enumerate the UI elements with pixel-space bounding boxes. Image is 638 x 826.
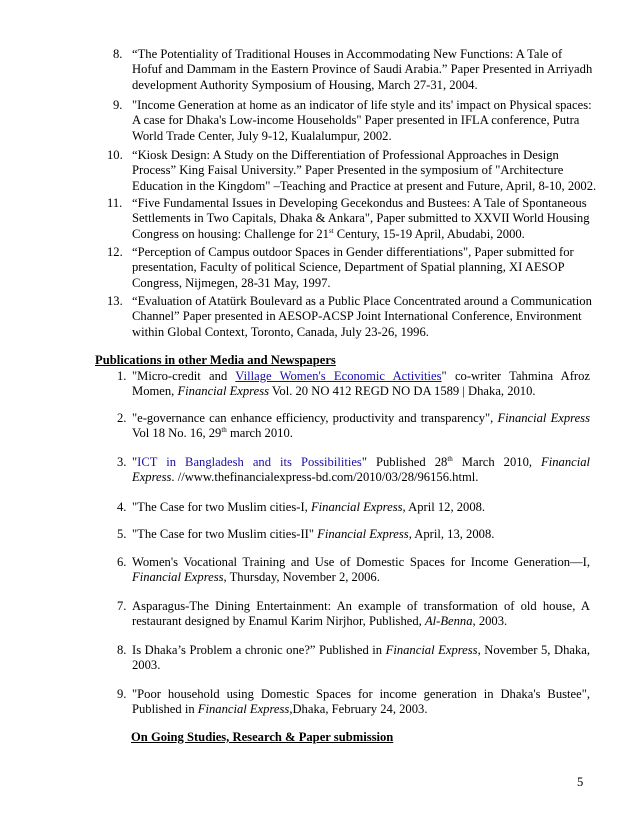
media-text-line: Express. //www.thefinancialexpress-bd.com/2010/03/28/96156.html. <box>132 470 479 485</box>
paper-text-line: development Authority Symposium of Housing, March 27-31, 2004. <box>132 77 478 92</box>
item-number: 12. <box>107 245 123 259</box>
item-number: 6. <box>117 555 127 569</box>
paper-text-line: World Trade Center, July 9-12, Kualalumpur, 2002. <box>132 128 392 143</box>
item-number: 5. <box>117 527 127 541</box>
media-text-line: Is Dhaka’s Problem a chronic one?” Published in Financial Express, November 5, Dhaka, <box>132 643 590 657</box>
paper-text-line: “The Potentiality of Traditional Houses in Accommodating New Functions: A Tale of <box>132 47 563 61</box>
item-number: 11. <box>107 196 123 210</box>
media-text-line: Financial Express, Thursday, November 2, 2006. <box>132 570 380 585</box>
item-number: 7. <box>117 599 127 613</box>
paper-text-line: presentation, Faculty of political Science, Department of Spatial planning, XI AESOP <box>132 260 565 275</box>
paper-text-line: Hofuf and Dammam in the Eastern Province of Saudi Arabia.” Paper Presented in Arriyadh <box>132 62 593 77</box>
ongoing-section-heading: On Going Studies, Research & Paper submission <box>131 730 394 744</box>
paper-text-line: Settlements in Two Capitals, Dhaka & Ankara", Paper submitted to XXVII World Housing <box>132 211 590 226</box>
media-text-line: "The Case for two Muslim cities-II" Financial Express, April, 13, 2008. <box>132 527 495 541</box>
media-text-line: "e-governance can enhance efficiency, productivity and transparency", Financial Express <box>132 411 590 425</box>
page-number: 5 <box>577 775 584 789</box>
item-number: 3. <box>117 455 127 469</box>
media-text-line: Momen, Financial Express Vol. 20 NO 412 REGD NO DA 1589 | Dhaka, 2010. <box>132 384 536 399</box>
paper-text-line: Congress, Nijmegen, 28-31 May, 1997. <box>132 275 331 290</box>
paper-text-line: “Evaluation of Atatürk Boulevard as a Public Place Concentrated around a Communication <box>132 294 592 308</box>
media-text-line: "ICT in Bangladesh and its Possibilities" Published 28th March 2010, Financial <box>132 454 590 469</box>
item-number: 2. <box>117 411 127 425</box>
media-section-heading: Publications in other Media and Newspapers <box>95 353 336 367</box>
paper-text-line: Process” King Faisal University.” Paper Presented in the symposium of "Architecture <box>132 163 564 178</box>
media-text-line: Published in Financial Express,Dhaka, February 24, 2003. <box>132 702 428 717</box>
item-number: 4. <box>117 500 127 514</box>
paper-text-line: "Income Generation at home as an indicator of life style and its' impact on Physical spaces: <box>132 98 592 112</box>
item-number: 8. <box>113 47 123 61</box>
item-number: 13. <box>107 294 123 308</box>
paper-text-line: within Global Context, Toronto, Canada, July 23-26, 1996. <box>132 324 429 339</box>
article-link[interactable]: ICT in Bangladesh and its Possibilities <box>137 455 362 469</box>
paper-text-line: Congress on housing: Challenge for 21st Century, 15-19 April, Abudabi, 2000. <box>132 226 525 241</box>
item-number: 10. <box>107 148 123 162</box>
media-text-line: "Poor household using Domestic Spaces for income generation in Dhaka's Bustee", <box>132 687 590 701</box>
paper-text-line: “Kiosk Design: A Study on the Differentiation of Professional Approaches in Design <box>132 148 559 162</box>
media-text-line: "Micro-credit and Village Women's Economic Activities" co-writer Tahmina Afroz <box>132 369 590 383</box>
paper-text-line: “Perception of Campus outdoor Spaces in Gender differentiations", Paper submitted for <box>132 245 574 259</box>
item-number: 1. <box>117 369 127 383</box>
item-number: 9. <box>117 687 127 701</box>
media-text-line: Vol 18 No. 16, 29th march 2010. <box>132 426 293 441</box>
paper-text-line: Channel” Paper presented in AESOP-ACSP Joint International Conference, Environment <box>132 309 582 324</box>
media-text-line: Asparagus-The Dining Entertainment: An example of transformation of old house, A <box>132 599 590 613</box>
article-link[interactable]: Village Women's Economic Activities <box>235 369 442 383</box>
media-text-line: Women's Vocational Training and Use of Domestic Spaces for Income Generation—I, <box>132 555 590 569</box>
paper-text-line: Education in the Kingdom" –Teaching and Practice at present and Future, April, 8-10, 2002. <box>132 178 597 193</box>
media-text-line: 2003. <box>132 658 161 673</box>
item-number: 8. <box>117 643 127 657</box>
media-text-line: restaurant designed by Enamul Karim Nirjhor, Published, Al-Benna, 2003. <box>132 614 508 629</box>
media-text-line: "The Case for two Muslim cities-I, Financial Express, April 12, 2008. <box>132 500 486 514</box>
item-number: 9. <box>113 98 123 112</box>
paper-text-line: “Five Fundamental Issues in Developing Gecekondus and Bustees: A Tale of Spontaneous <box>132 196 587 210</box>
paper-text-line: A case for Dhaka's Low-income Households" Paper presented in IFLA conference, Putra <box>132 113 580 128</box>
